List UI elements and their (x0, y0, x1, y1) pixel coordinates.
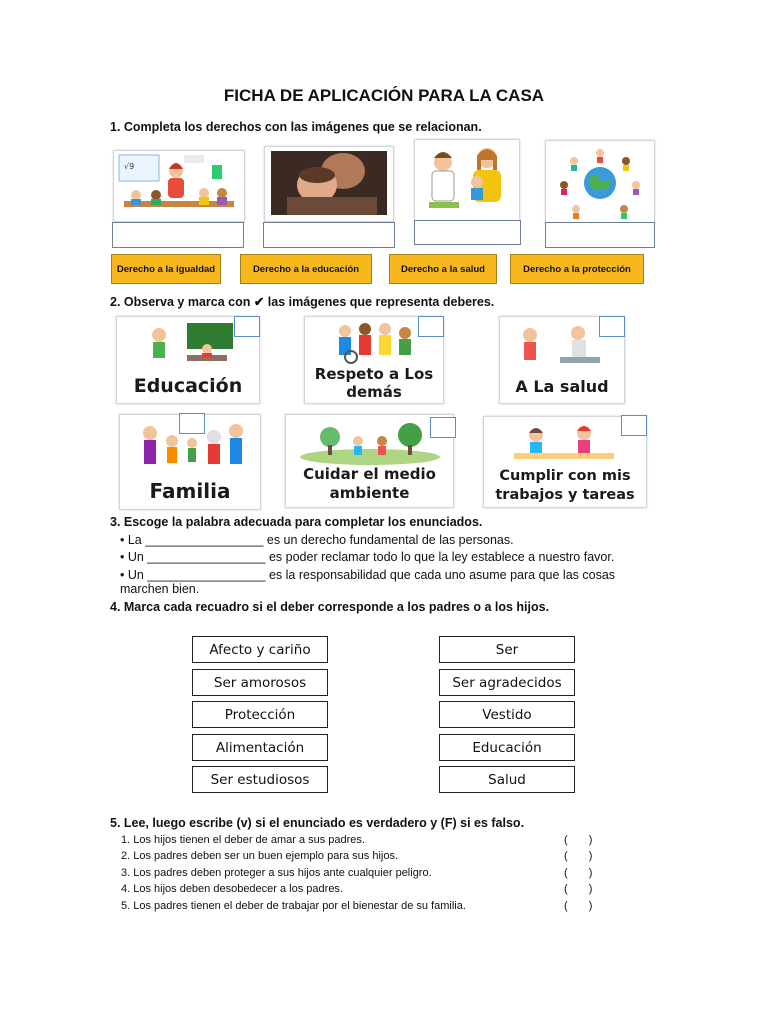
card-respeto-label: Respeto a Los demás (314, 365, 434, 401)
statement-5: 5. Los padres tienen el deber de trabajar por el bienestar de su familia. (121, 900, 466, 912)
checkbox-trabajos-tareas[interactable] (621, 415, 647, 436)
question-5-heading: 5. Lee, luego escribe (v) si el enunciado es verdadero y (F) si es falso. (110, 816, 525, 830)
answer-paren-4[interactable]: ( ) (564, 883, 593, 895)
answer-box-4[interactable] (545, 222, 655, 248)
answer-paren-3[interactable]: ( ) (564, 867, 593, 879)
tag-derecho-igualdad[interactable]: Derecho a la igualdad (111, 254, 221, 284)
card-salud-label: A La salud (515, 377, 609, 396)
duty-box-vestido[interactable]: Vestido (439, 701, 575, 728)
tag-derecho-proteccion[interactable]: Derecho a la protección (510, 254, 644, 284)
question-2-heading: 2. Observa y marca con ✔ las imágenes que representa deberes. (110, 295, 495, 309)
duty-box-proteccion[interactable]: Protección (192, 701, 328, 728)
answer-paren-2[interactable]: ( ) (564, 850, 593, 862)
card-medio-ambiente-label: Cuidar el medio ambiente (303, 465, 436, 502)
duty-box-ser-estudiosos[interactable]: Ser estudiosos (192, 766, 328, 793)
duty-box-alimentacion[interactable]: Alimentación (192, 734, 328, 761)
card-trabajos-tareas-label: Cumplir con mis trabajos y tareas (495, 468, 635, 503)
question-1-heading: 1. Completa los derechos con las imágenes que se relacionan. (110, 120, 482, 134)
duty-box-salud[interactable]: Salud (439, 766, 575, 793)
answer-box-1[interactable] (112, 222, 244, 248)
duty-box-afecto[interactable]: Afecto y cariño (192, 636, 328, 663)
fill-sentence-1: • La _________________ es un derecho fundamental de las personas. (120, 533, 514, 547)
checkbox-educacion[interactable] (234, 316, 260, 337)
duty-box-educacion[interactable]: Educación (439, 734, 575, 761)
checkbox-respeto[interactable] (418, 316, 444, 337)
fill-sentence-2: • Un _________________ es poder reclamar todo lo que la ley establece a nuestro favor. (120, 550, 615, 564)
svg-text:√9: √9 (124, 162, 135, 171)
answer-paren-5[interactable]: ( ) (564, 900, 593, 912)
statement-3: 3. Los padres deben proteger a sus hijos ante cualquier peligro. (121, 867, 432, 879)
page-title: FICHA DE APLICACIÓN PARA LA CASA (223, 86, 545, 105)
question-4-heading: 4. Marca cada recuadro si el deber corresponde a los padres o a los hijos. (110, 600, 550, 614)
duty-box-ser-amorosos[interactable]: Ser amorosos (192, 669, 328, 696)
question-3-heading: 3. Escoge la palabra adecuada para completar los enunciados. (110, 515, 483, 529)
fill-sentence-3: • Un _________________ es la responsabilidad que cada uno asume para que las cosas marchen bien. (120, 568, 616, 596)
tag-derecho-salud[interactable]: Derecho a la salud (389, 254, 497, 284)
checkbox-salud[interactable] (599, 316, 625, 337)
duty-box-ser-agradecidos[interactable]: Ser agradecidos (439, 669, 575, 696)
checkbox-familia[interactable] (179, 413, 205, 434)
answer-box-2[interactable] (263, 222, 395, 248)
checkbox-medio-ambiente[interactable] (430, 417, 456, 438)
family-hug-photo (264, 146, 394, 222)
doctor-with-family-illustration (414, 139, 520, 221)
card-familia-label: Familia (149, 479, 231, 503)
teacher-classroom-illustration (113, 150, 245, 222)
answer-box-3[interactable] (414, 220, 521, 245)
answer-paren-1[interactable]: ( ) (564, 834, 593, 846)
statement-4: 4. Los hijos deben desobedecer a los padres. (121, 883, 343, 895)
statement-1: 1. Los hijos tienen el deber de amar a sus padres. (121, 834, 365, 846)
tag-derecho-educacion[interactable]: Derecho a la educación (240, 254, 372, 284)
children-around-globe-illustration (545, 140, 655, 224)
card-medio-ambiente (285, 414, 454, 508)
statement-2: 2. Los padres deben ser un buen ejemplo para sus hijos. (121, 850, 399, 862)
card-educacion-label: Educación (133, 375, 243, 397)
duty-box-ser[interactable]: Ser (439, 636, 575, 663)
